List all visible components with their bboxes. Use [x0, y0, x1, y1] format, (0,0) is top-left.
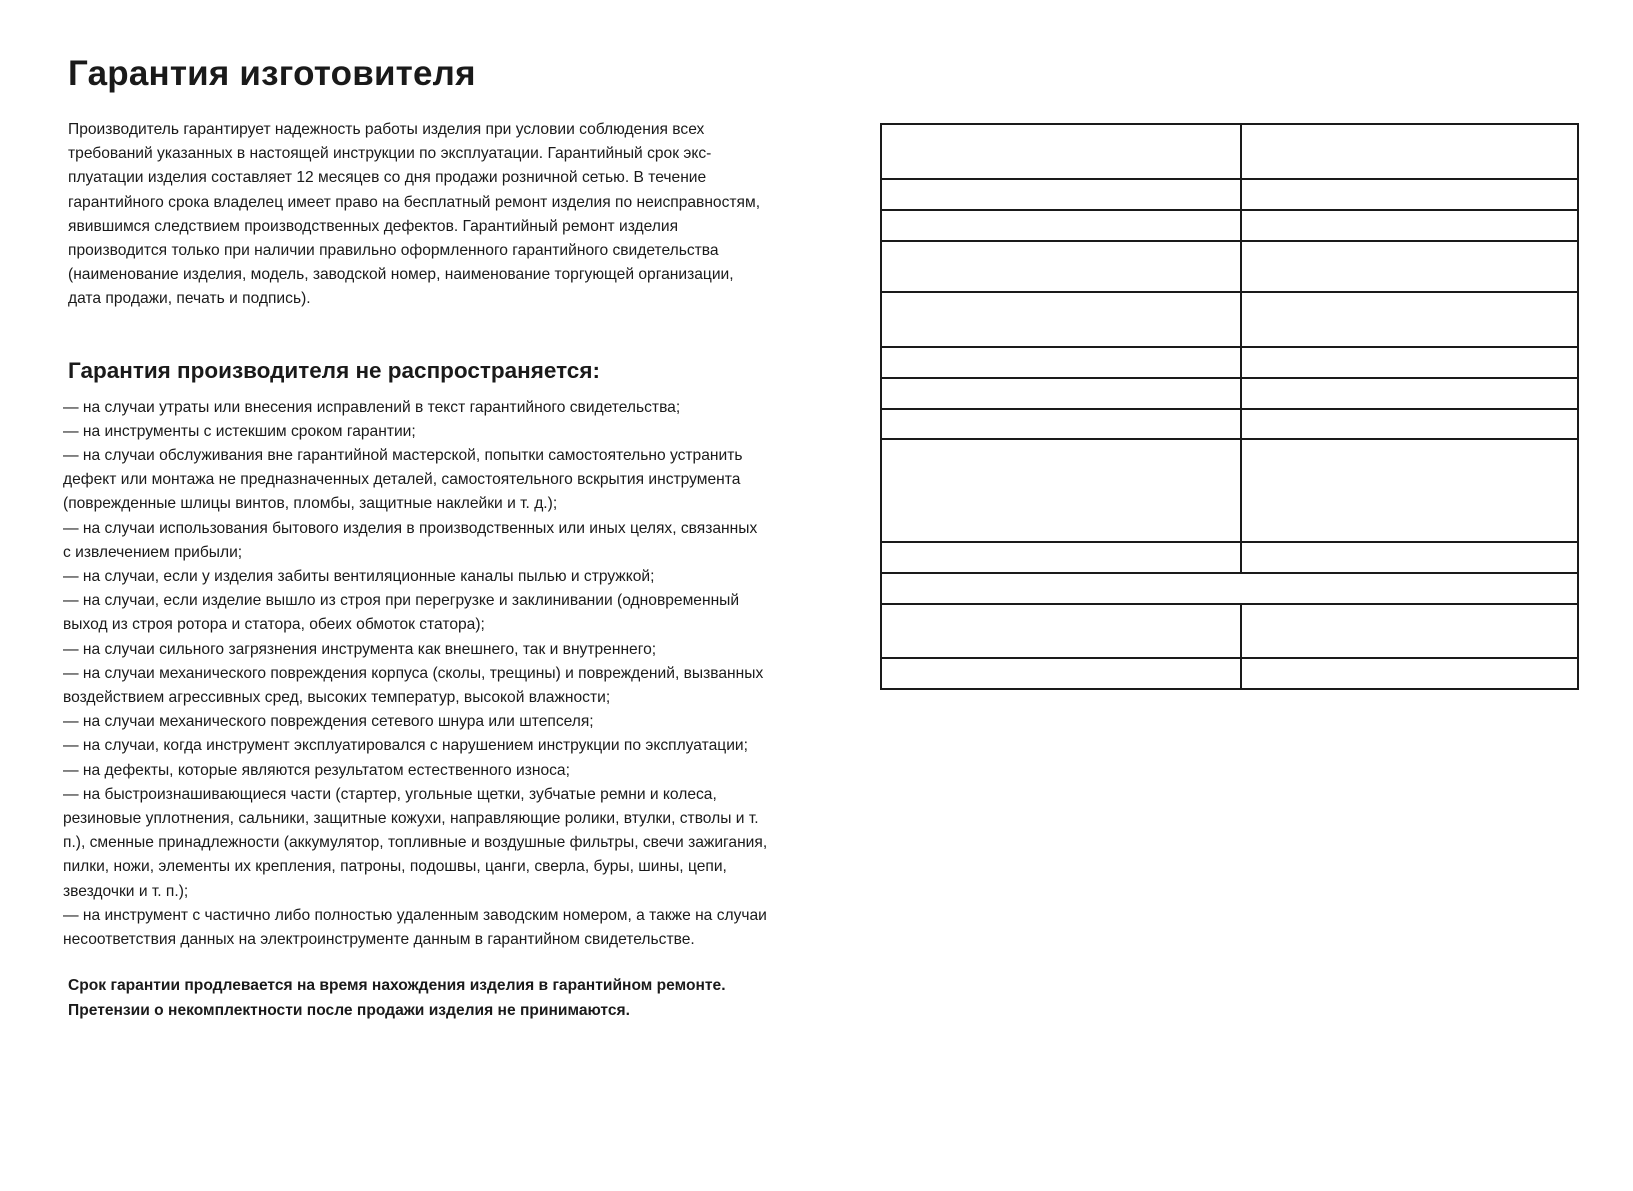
table-cell [1241, 542, 1578, 573]
warranty-text-column [63, 52, 768, 1023]
table-cell [1241, 179, 1578, 210]
warranty-notes [68, 974, 768, 1022]
table-row [881, 573, 1578, 604]
exclusion-item: — на случаи сильного загрязнения инструмента как внешнего, так и внутреннего; [63, 640, 657, 658]
table-row [881, 210, 1578, 241]
exclusion-item: — на дефекты, которые являются результатом естественного износа; [63, 761, 570, 779]
table-cell [1241, 241, 1578, 292]
exclusions-list [63, 396, 768, 953]
table-row [881, 542, 1578, 573]
exclusion-item: — на инструменты с истекшим сроком гарантии; [63, 422, 416, 440]
table-cell [881, 604, 1241, 658]
table-row [881, 241, 1578, 292]
completeness-claims-note: Претензии о некомплектности после продажи изделия не принимаются. [68, 1001, 630, 1019]
exclusion-item: — на случаи механического повреждения корпуса (сколы, трещины) и повреждений, вызванных воздействием агрессивных сред, высоких температур, высокой влажности; [63, 664, 764, 707]
table-cell [881, 292, 1241, 347]
table-row [881, 292, 1578, 347]
table-cell [881, 347, 1241, 378]
table-cell [881, 210, 1241, 241]
table-cell [1241, 439, 1578, 542]
table-cell-merged [881, 573, 1578, 604]
table-row [881, 658, 1578, 689]
exclusion-item: — на случаи использования бытового изделия в производственных или иных целях, связанных с извлечением прибыли; [63, 519, 758, 561]
exclusion-item: — на быстроизнашивающиеся части (стартер, угольные щетки, зубчатые ремни и колеса, резиновые уплотнения, сальники, защитные кожухи, направляющие ролики, втулки, стволы и т. п.), сменные принадлежности (аккумулятор, топливные и воздушные фильтры, свечи зажигания, пилки, ножи, элементы их крепления, патроны, подошвы, цанги, сверла, буры, шины, цепи, звездочки и т. п.); [63, 785, 768, 900]
warranty-extension-note: Срок гарантии продлевается на время нахождения изделия в гарантийном ремонте. [68, 977, 726, 995]
exclusion-item: — на случаи, если у изделия забиты вентиляционные каналы пылью и стружкой; [63, 568, 655, 586]
table-row [881, 124, 1578, 179]
table-cell [1241, 292, 1578, 347]
table-cell [1241, 124, 1578, 179]
table-row [881, 604, 1578, 658]
exclusion-item: — на случаи, когда инструмент эксплуатировался с нарушением инструкции по эксплуатации; [63, 737, 748, 755]
table-cell [881, 409, 1241, 439]
table-cell [1241, 409, 1578, 439]
exclusion-item: — на случаи утраты или внесения исправлений в текст гарантийного свидетельства; [63, 398, 681, 416]
exclusion-item: — на инструмент с частично либо полностью удаленным заводским номером, а также на случаи несоответствия данных на электроинструменте данным в гарантийном свидетельстве. [63, 906, 767, 949]
intro-paragraph: Производитель гарантирует надежность работы изделия при условии соблюдения всех требований указанных в настоящей инструкции по эксплуатации. Гарантийный срок эксплуатации изделия составляет 12 месяцев со дня продажи розничной сетью. В течение гарантийного срока владелец имеет право на бесплатный ремонт изделия по неисправностям, явившимся следствием производственных дефектов. Гарантийный ремонт изделия производится только при наличии правильно оформленного гарантийного свидетельства (наименование изделия, модель, заводской номер, наименование торгующей организации, дата продажи, печать и подпись). [68, 121, 761, 308]
table-cell [881, 542, 1241, 573]
table-cell [881, 658, 1241, 689]
table-cell [881, 179, 1241, 210]
warranty-card-table [880, 123, 1579, 690]
table-cell [1241, 378, 1578, 409]
table-cell [881, 439, 1241, 542]
table-cell [1241, 210, 1578, 241]
table-cell [881, 378, 1241, 409]
table-cell [881, 124, 1241, 179]
exclusion-item: — на случаи обслуживания вне гарантийной мастерской, попытки самостоятельно устранить дефект или монтажа не предназначенных деталей, самостоятельного вскрытия инструмента (поврежденные шлицы винтов, пломбы, защитные наклейки и т. д.); [63, 447, 743, 513]
table-row [881, 409, 1578, 439]
table-cell [1241, 604, 1578, 658]
table-row [881, 378, 1578, 409]
table-cell [1241, 658, 1578, 689]
table-row [881, 439, 1578, 542]
exclusion-item: — на случаи механического повреждения сетевого шнура или штепселя; [63, 713, 594, 731]
table-row [881, 179, 1578, 210]
table-row [881, 347, 1578, 378]
exclusion-item: — на случаи, если изделие вышло из строя при перегрузке и заклинивании (одновременный выход из строя ротора и статора, обеих обмоток статора); [63, 592, 740, 634]
table-cell [1241, 347, 1578, 378]
table-cell [881, 241, 1241, 292]
page-title: Гарантия изготовителя [68, 54, 476, 93]
exclusions-heading: Гарантия производителя не распространяется: [68, 357, 600, 383]
